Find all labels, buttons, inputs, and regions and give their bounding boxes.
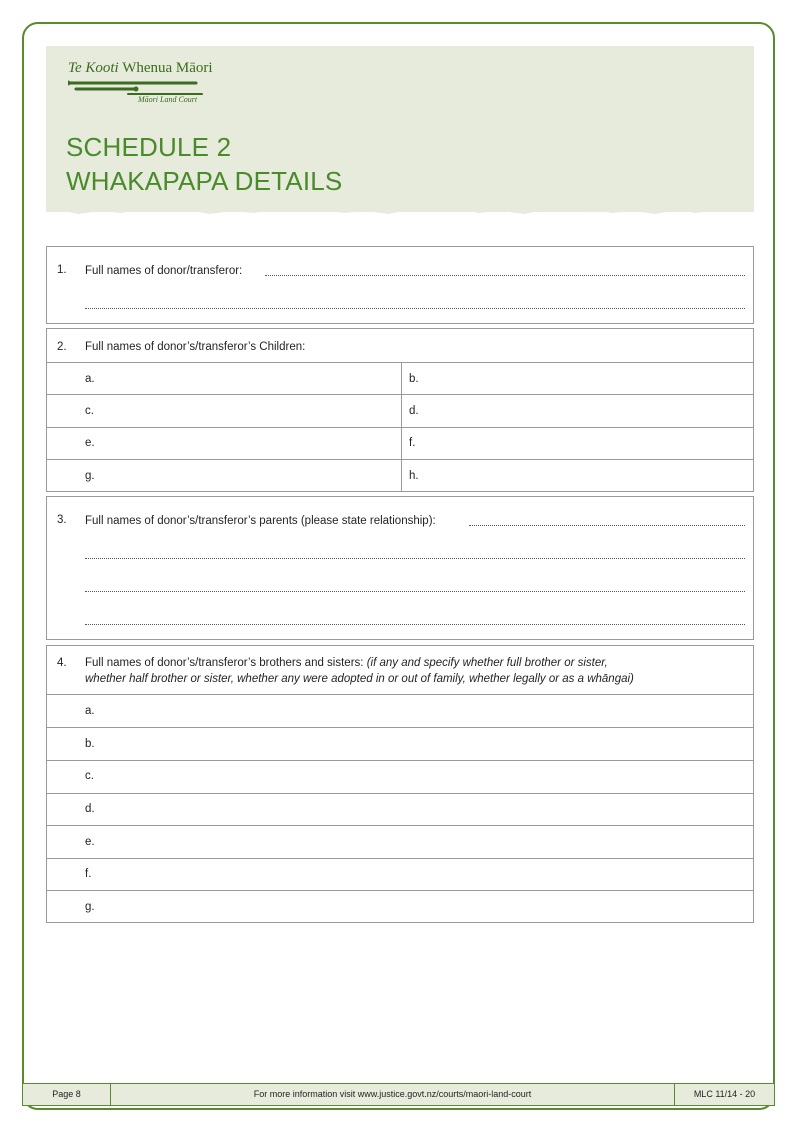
page-title: SCHEDULE 2 WHAKAPAPA DETAILS xyxy=(66,132,343,196)
table-row xyxy=(47,858,753,859)
section-3 xyxy=(46,496,754,640)
section-2 xyxy=(46,328,754,492)
section-1 xyxy=(46,246,754,324)
section-number: 4. xyxy=(57,657,67,669)
table-row xyxy=(47,825,753,826)
child-cell-d[interactable]: d. xyxy=(409,405,419,417)
footer-page-number: Page 8 xyxy=(22,1083,111,1106)
parents-line-2[interactable] xyxy=(85,558,745,559)
section-label: Full names of donor’s/transferor’s parents (please state relationship): xyxy=(85,515,436,527)
child-cell-b[interactable]: b. xyxy=(409,373,419,385)
section-4 xyxy=(46,645,754,923)
child-cell-a[interactable]: a. xyxy=(85,373,95,385)
sibling-row-e[interactable]: e. xyxy=(85,836,95,848)
table-row xyxy=(47,727,753,728)
section-label: Full names of donor’s/transferor’s Children: xyxy=(85,341,306,353)
sibling-row-g[interactable]: g. xyxy=(85,901,95,913)
child-cell-g[interactable]: g. xyxy=(85,470,95,482)
section-number: 3. xyxy=(57,514,67,526)
header-torn-edge xyxy=(46,200,754,216)
child-cell-e[interactable]: e. xyxy=(85,437,95,449)
table-row xyxy=(47,890,753,891)
child-cell-h[interactable]: h. xyxy=(409,470,419,482)
child-cell-c[interactable]: c. xyxy=(85,405,94,417)
parents-line-4[interactable] xyxy=(85,624,745,625)
page-footer xyxy=(22,1083,775,1106)
section-label: Full names of donor’s/transferor’s brothers and sisters: (if any and specify whether full brother or sister, xyxy=(85,657,608,669)
sibling-row-f[interactable]: f. xyxy=(85,868,92,880)
table-row xyxy=(47,793,753,794)
section-label: Full names of donor/transferor: xyxy=(85,265,243,277)
table-row xyxy=(47,760,753,761)
table-row xyxy=(47,459,753,460)
section-number: 2. xyxy=(57,341,67,353)
logo-title: Te Kooti Whenua Māori xyxy=(68,60,213,76)
section-label-continued: whether half brother or sister, whether any were adopted in or out of family, whether legally or as a whāngai) xyxy=(85,673,634,685)
footer-form-code: MLC 11/14 - 20 xyxy=(674,1083,775,1106)
section-number: 1. xyxy=(57,264,67,276)
sibling-row-d[interactable]: d. xyxy=(85,803,95,815)
parents-line-1[interactable] xyxy=(469,525,745,526)
table-row xyxy=(47,694,753,695)
table-row xyxy=(47,427,753,428)
table-row xyxy=(47,394,753,395)
sibling-row-b[interactable]: b. xyxy=(85,738,95,750)
sibling-row-a[interactable]: a. xyxy=(85,705,95,717)
column-divider xyxy=(401,362,402,492)
donor-name-line-2[interactable] xyxy=(85,308,745,309)
donor-name-line-1[interactable] xyxy=(265,275,745,276)
logo-subtitle: Māori Land Court xyxy=(138,95,198,104)
footer-info-link[interactable]: For more information visit www.justice.govt.nz/courts/maori-land-court xyxy=(110,1083,675,1106)
parents-line-3[interactable] xyxy=(85,591,745,592)
child-cell-f[interactable]: f. xyxy=(409,437,416,449)
table-row xyxy=(47,362,753,363)
sibling-row-c[interactable]: c. xyxy=(85,770,94,782)
